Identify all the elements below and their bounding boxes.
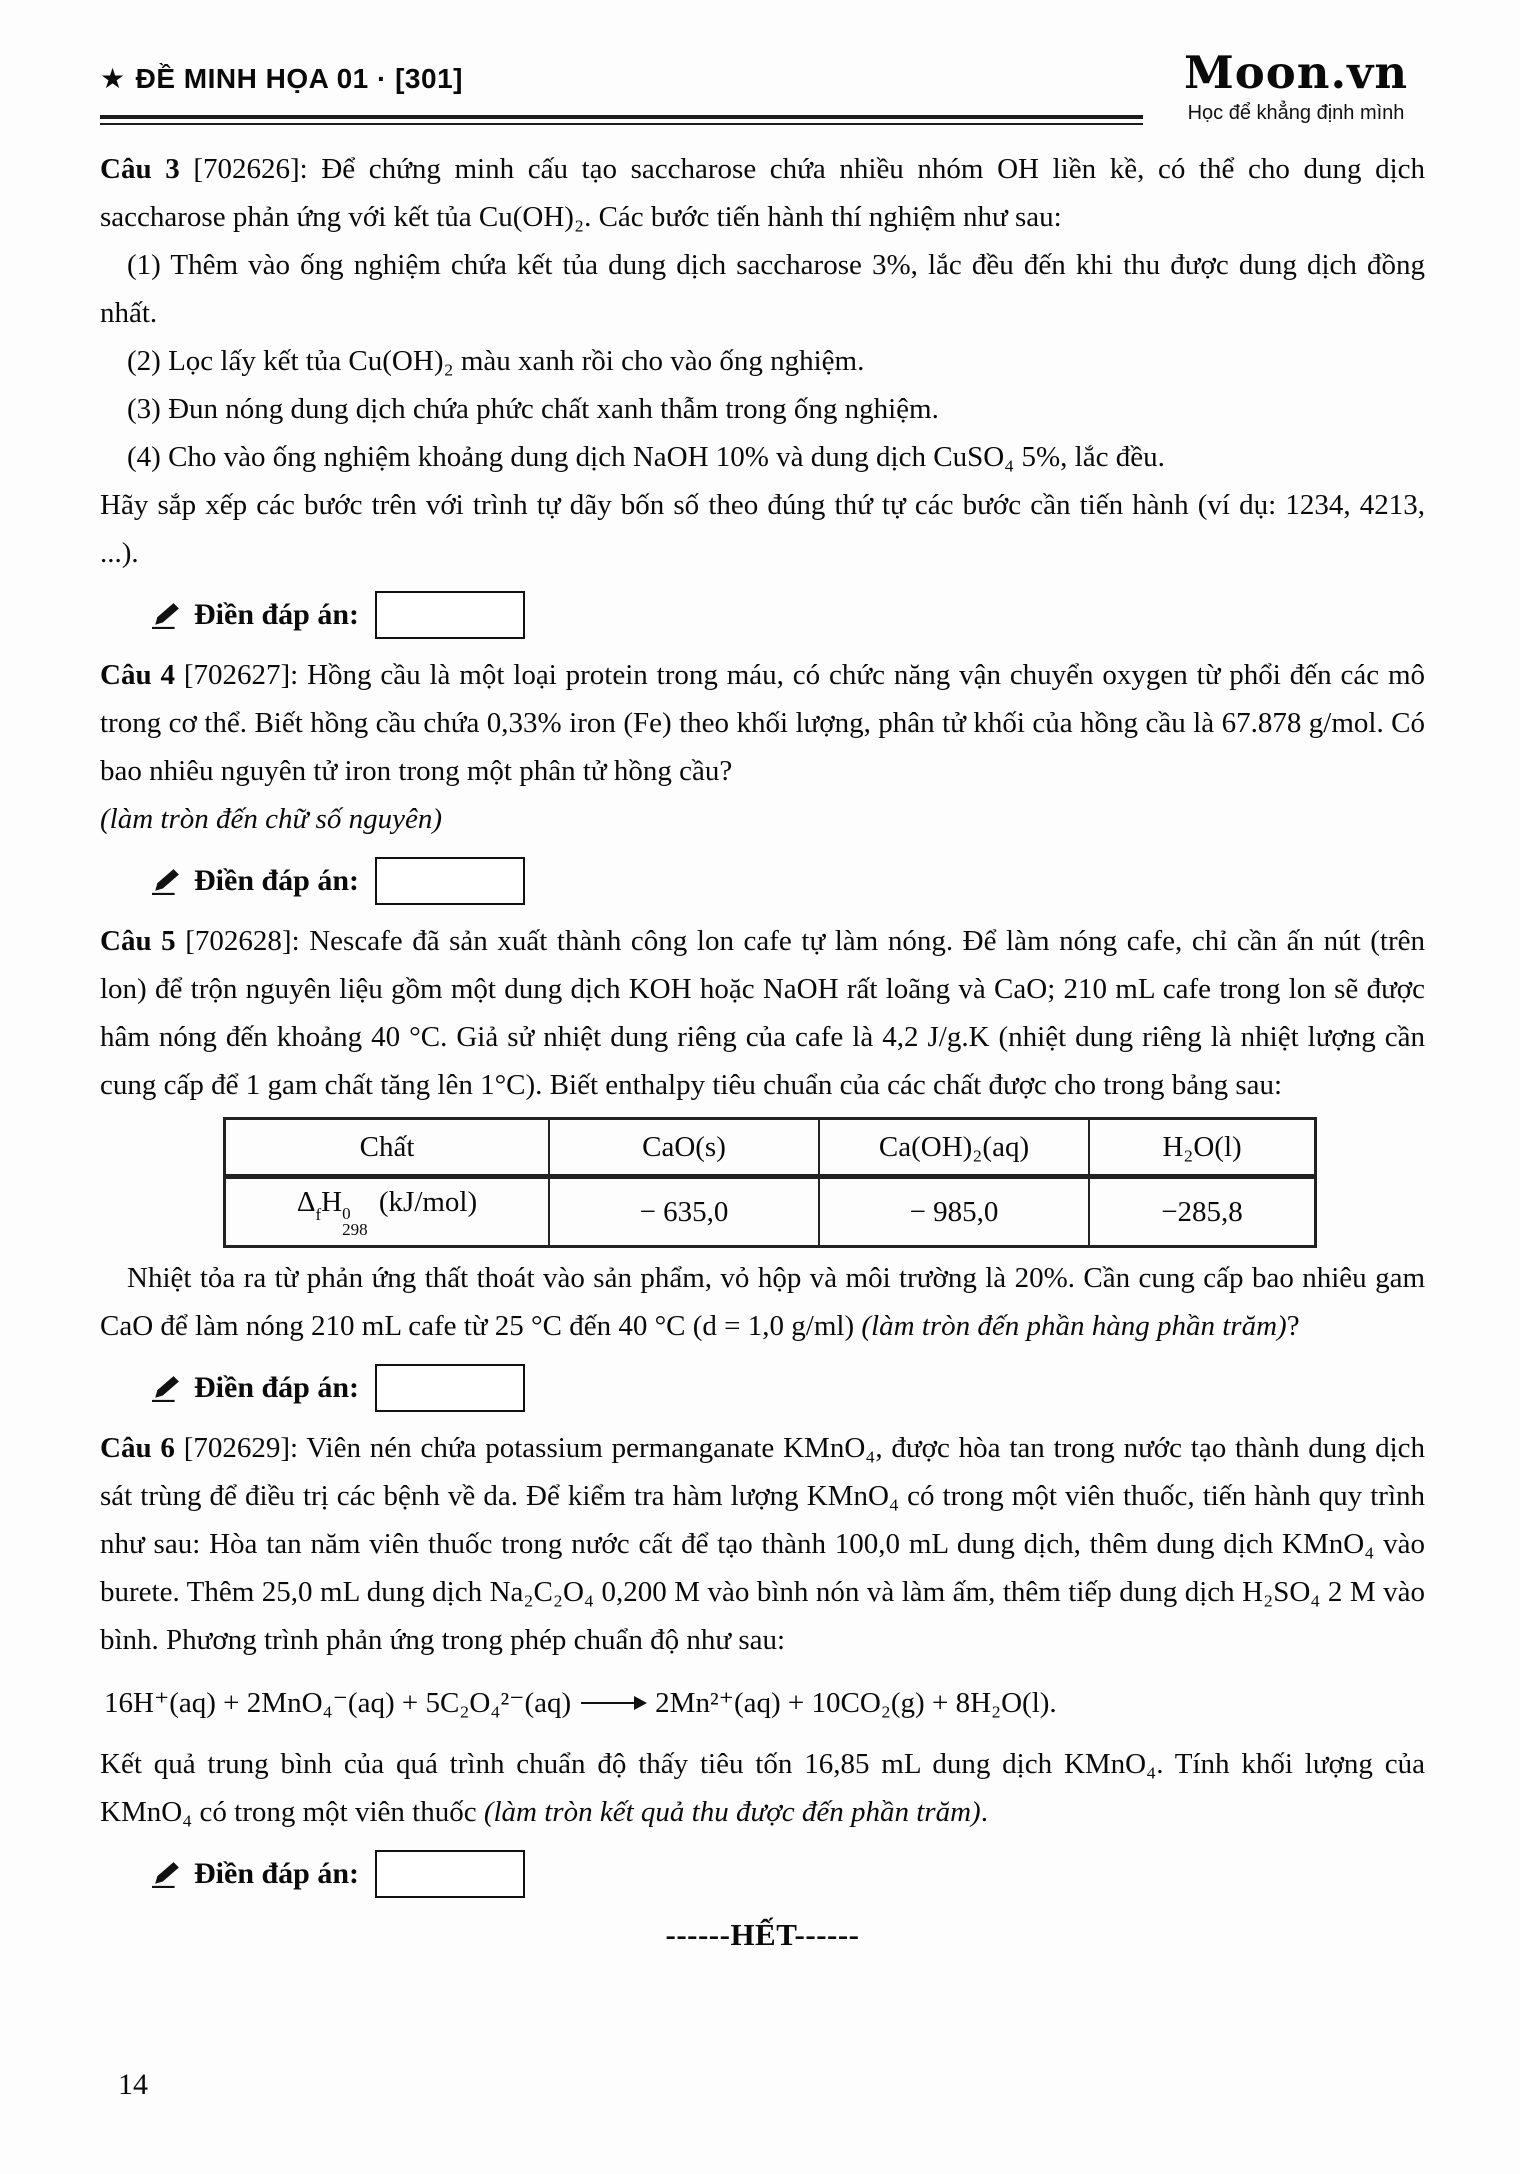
enthalpy-value-cao: − 635,0 [549, 1177, 819, 1247]
question-6-label: Câu 6 [100, 1432, 175, 1464]
question-3-step-2: (2) Lọc lấy kết tủa Cu(OH)₂ màu xanh rồi cho vào ống nghiệm. [127, 345, 865, 377]
question-3-label: Câu 3 [100, 153, 180, 185]
enthalpy-unit: (kJ/mol) [378, 1186, 478, 1218]
table-header-caoh2: Ca(OH)₂(aq) [819, 1119, 1089, 1177]
delta-subscript: f [315, 1205, 322, 1224]
equation-products: 2Mn²⁺(aq) + 10CO₂(g) + 8H₂O(l). [655, 1687, 1057, 1719]
page-number: 14 [118, 2068, 148, 2101]
titration-equation [104, 1674, 1425, 1732]
question-5-closing-text: Nhiệt tỏa ra từ phản ứng thất thoát vào sản phẩm, vỏ hộp và môi trường là 20%. Cần cung cấp bao nhiêu gam CaO để làm nóng 210 mL cafe từ 25 °C đến 40 °C (d = 1,0 g/ml) [100, 1262, 1425, 1342]
enthalpy-value-h2o: −285,8 [1089, 1177, 1316, 1247]
brand-tagline: Học để khẳng định mình [1187, 102, 1405, 124]
doc-title-row [100, 62, 1143, 95]
table-header-cao: CaO(s) [549, 1119, 819, 1177]
question-6-body-text: Viên nén chứa potassium permanganate KMnO₄, được hòa tan trong nước tạo thành dung dịch sát trùng để điều trị các bệnh về da. Để kiểm tra hàm lượng KMnO₄ có trong một viên thuốc, tiến hành quy trình như sau: Hòa tan năm viên thuốc trong nước cất để tạo thành 100,0 mL dung dịch, thêm dung dịch KMnO₄ vào burete. Thêm 25,0 mL dung dịch Na₂C₂O₄ 0,200 M vào bình nón và làm ấm, thêm tiếp dung dịch H₂SO₄ 2 M vào bình. Phương trình phản ứng trong phép chuẩn độ như sau: [100, 1432, 1426, 1656]
question-3-intro-text: Để chứng minh cấu tạo saccharose chứa nhiều nhóm OH liền kề, có thể cho dung dịch saccharose phản ứng với kết tủa Cu(OH)₂. Các bước tiến hành thí nghiệm như sau: [100, 153, 1426, 233]
question-4-code: [702627]: [183, 659, 299, 691]
writing-hand-icon [148, 601, 184, 629]
question-5-closing [100, 1254, 1425, 1350]
question-6-code: [702629]: [183, 1432, 299, 1464]
h-sup-sub [342, 1206, 368, 1238]
answer-row-q4 [148, 852, 1425, 910]
page-title: ĐỀ MINH HỌA 01 · [301] [135, 63, 463, 94]
question-3-intro [100, 145, 1425, 241]
answer-input-box-q4[interactable] [375, 857, 525, 905]
writing-hand-icon [148, 1860, 184, 1888]
brand-block [1143, 46, 1425, 125]
writing-hand-icon [148, 867, 184, 895]
question-5-closing-end: ? [1286, 1310, 1300, 1342]
h-superscript: 0 [342, 1204, 351, 1223]
enthalpy-value-caoh2: − 985,0 [819, 1177, 1089, 1247]
answer-label: Điền đáp án: [194, 598, 360, 631]
header-title-block [100, 62, 1143, 125]
answer-label: Điền đáp án: [194, 1371, 360, 1404]
end-of-exam-marker: ------HẾT------ [665, 1917, 860, 1952]
enthalpy-table [223, 1117, 1317, 1248]
question-5-body [100, 917, 1425, 1109]
star-icon: ★ [100, 63, 126, 94]
delta-symbol: Δ [296, 1186, 316, 1218]
question-4-body [100, 651, 1425, 795]
answer-input-box-q3[interactable] [375, 591, 525, 639]
answer-label: Điền đáp án: [194, 1857, 360, 1890]
h-subscript: 298 [342, 1220, 368, 1239]
reaction-arrow-icon [581, 1702, 645, 1704]
answer-label: Điền đáp án: [194, 864, 360, 897]
enthalpy-table-header-row [225, 1119, 1316, 1177]
header-rule [100, 115, 1143, 125]
table-header-chat: Chất [225, 1119, 550, 1177]
exam-content [100, 145, 1425, 1953]
question-6-closing-text: Kết quả trung bình của quá trình chuẩn độ thấy tiêu tốn 16,85 mL dung dịch KMnO₄. Tính khối lượng của KMnO₄ có trong một viên thuốc [100, 1748, 1425, 1828]
question-4-body-text: Hồng cầu là một loại protein trong máu, có chức năng vận chuyển oxygen từ phổi đến các mô trong cơ thể. Biết hồng cầu chứa 0,33% iron (Fe) theo khối lượng, phân tử khối của hồng cầu là 67.878 g/mol. Có bao nhiêu nguyên tử iron trong một phân tử hồng cầu? [100, 659, 1426, 787]
answer-input-box-q5[interactable] [375, 1364, 525, 1412]
question-4-label: Câu 4 [100, 659, 175, 691]
question-3-outro: Hãy sắp xếp các bước trên với trình tự dãy bốn số theo đúng thứ tự các bước cần tiến hành (ví dụ: 1234, 4213, ...). [100, 489, 1425, 569]
question-3-step-3: (3) Đun nóng dung dịch chứa phức chất xanh thẫm trong ống nghiệm. [127, 393, 939, 425]
question-4-note: (làm tròn đến chữ số nguyên) [100, 803, 442, 835]
question-6-closing [100, 1740, 1425, 1836]
question-5-label: Câu 5 [100, 925, 176, 957]
page-header [100, 46, 1425, 125]
question-3-code: [702626]: [193, 153, 308, 185]
moon-logo: Moon.vn [1183, 46, 1409, 99]
question-5-closing-note: (làm tròn đến phần hàng phần trăm) [861, 1310, 1287, 1342]
question-5-body-text: Nescafe đã sản xuất thành công lon cafe tự làm nóng. Để làm nóng cafe, chỉ cần ấn nút (trên lon) để trộn nguyên liệu gồm một dung dịch KOH hoặc NaOH rất loãng và CaO; 210 mL cafe trong lon sẽ được hâm nóng đến khoảng 40 °C. Giả sử nhiệt dung riêng của cafe là 4,2 J/g.K (nhiệt dung riêng là nhiệt lượng cần cung cấp để 1 gam chất tăng lên 1°C). Biết enthalpy tiêu chuẩn của các chất được cho trong bảng sau: [100, 925, 1426, 1101]
question-3-step-1: (1) Thêm vào ống nghiệm chứa kết tủa dung dịch saccharose 3%, lắc đều đến khi thu được dung dịch đồng nhất. [100, 249, 1425, 329]
h-symbol: H [321, 1186, 343, 1218]
question-6-closing-note: (làm tròn kết quả thu được đến phần trăm) [483, 1796, 981, 1828]
question-6-body [100, 1424, 1425, 1664]
answer-row-q3 [148, 586, 1425, 644]
question-6-closing-end: . [980, 1796, 988, 1828]
writing-hand-icon [148, 1374, 184, 1402]
equation-reactants: 16H⁺(aq) + 2MnO₄⁻(aq) + 5C₂O₄²⁻(aq) [104, 1687, 572, 1719]
answer-input-box-q6[interactable] [375, 1850, 525, 1898]
enthalpy-table-data-row [225, 1177, 1316, 1247]
question-3-step-4: (4) Cho vào ống nghiệm khoảng dung dịch NaOH 10% và dung dịch CuSO₄ 5%, lắc đều. [127, 441, 1165, 473]
answer-row-q6 [148, 1845, 1425, 1903]
table-header-h2o: H₂O(l) [1089, 1119, 1316, 1177]
enthalpy-row-label [225, 1177, 550, 1247]
answer-row-q5 [148, 1359, 1425, 1417]
question-5-code: [702628]: [185, 925, 300, 957]
